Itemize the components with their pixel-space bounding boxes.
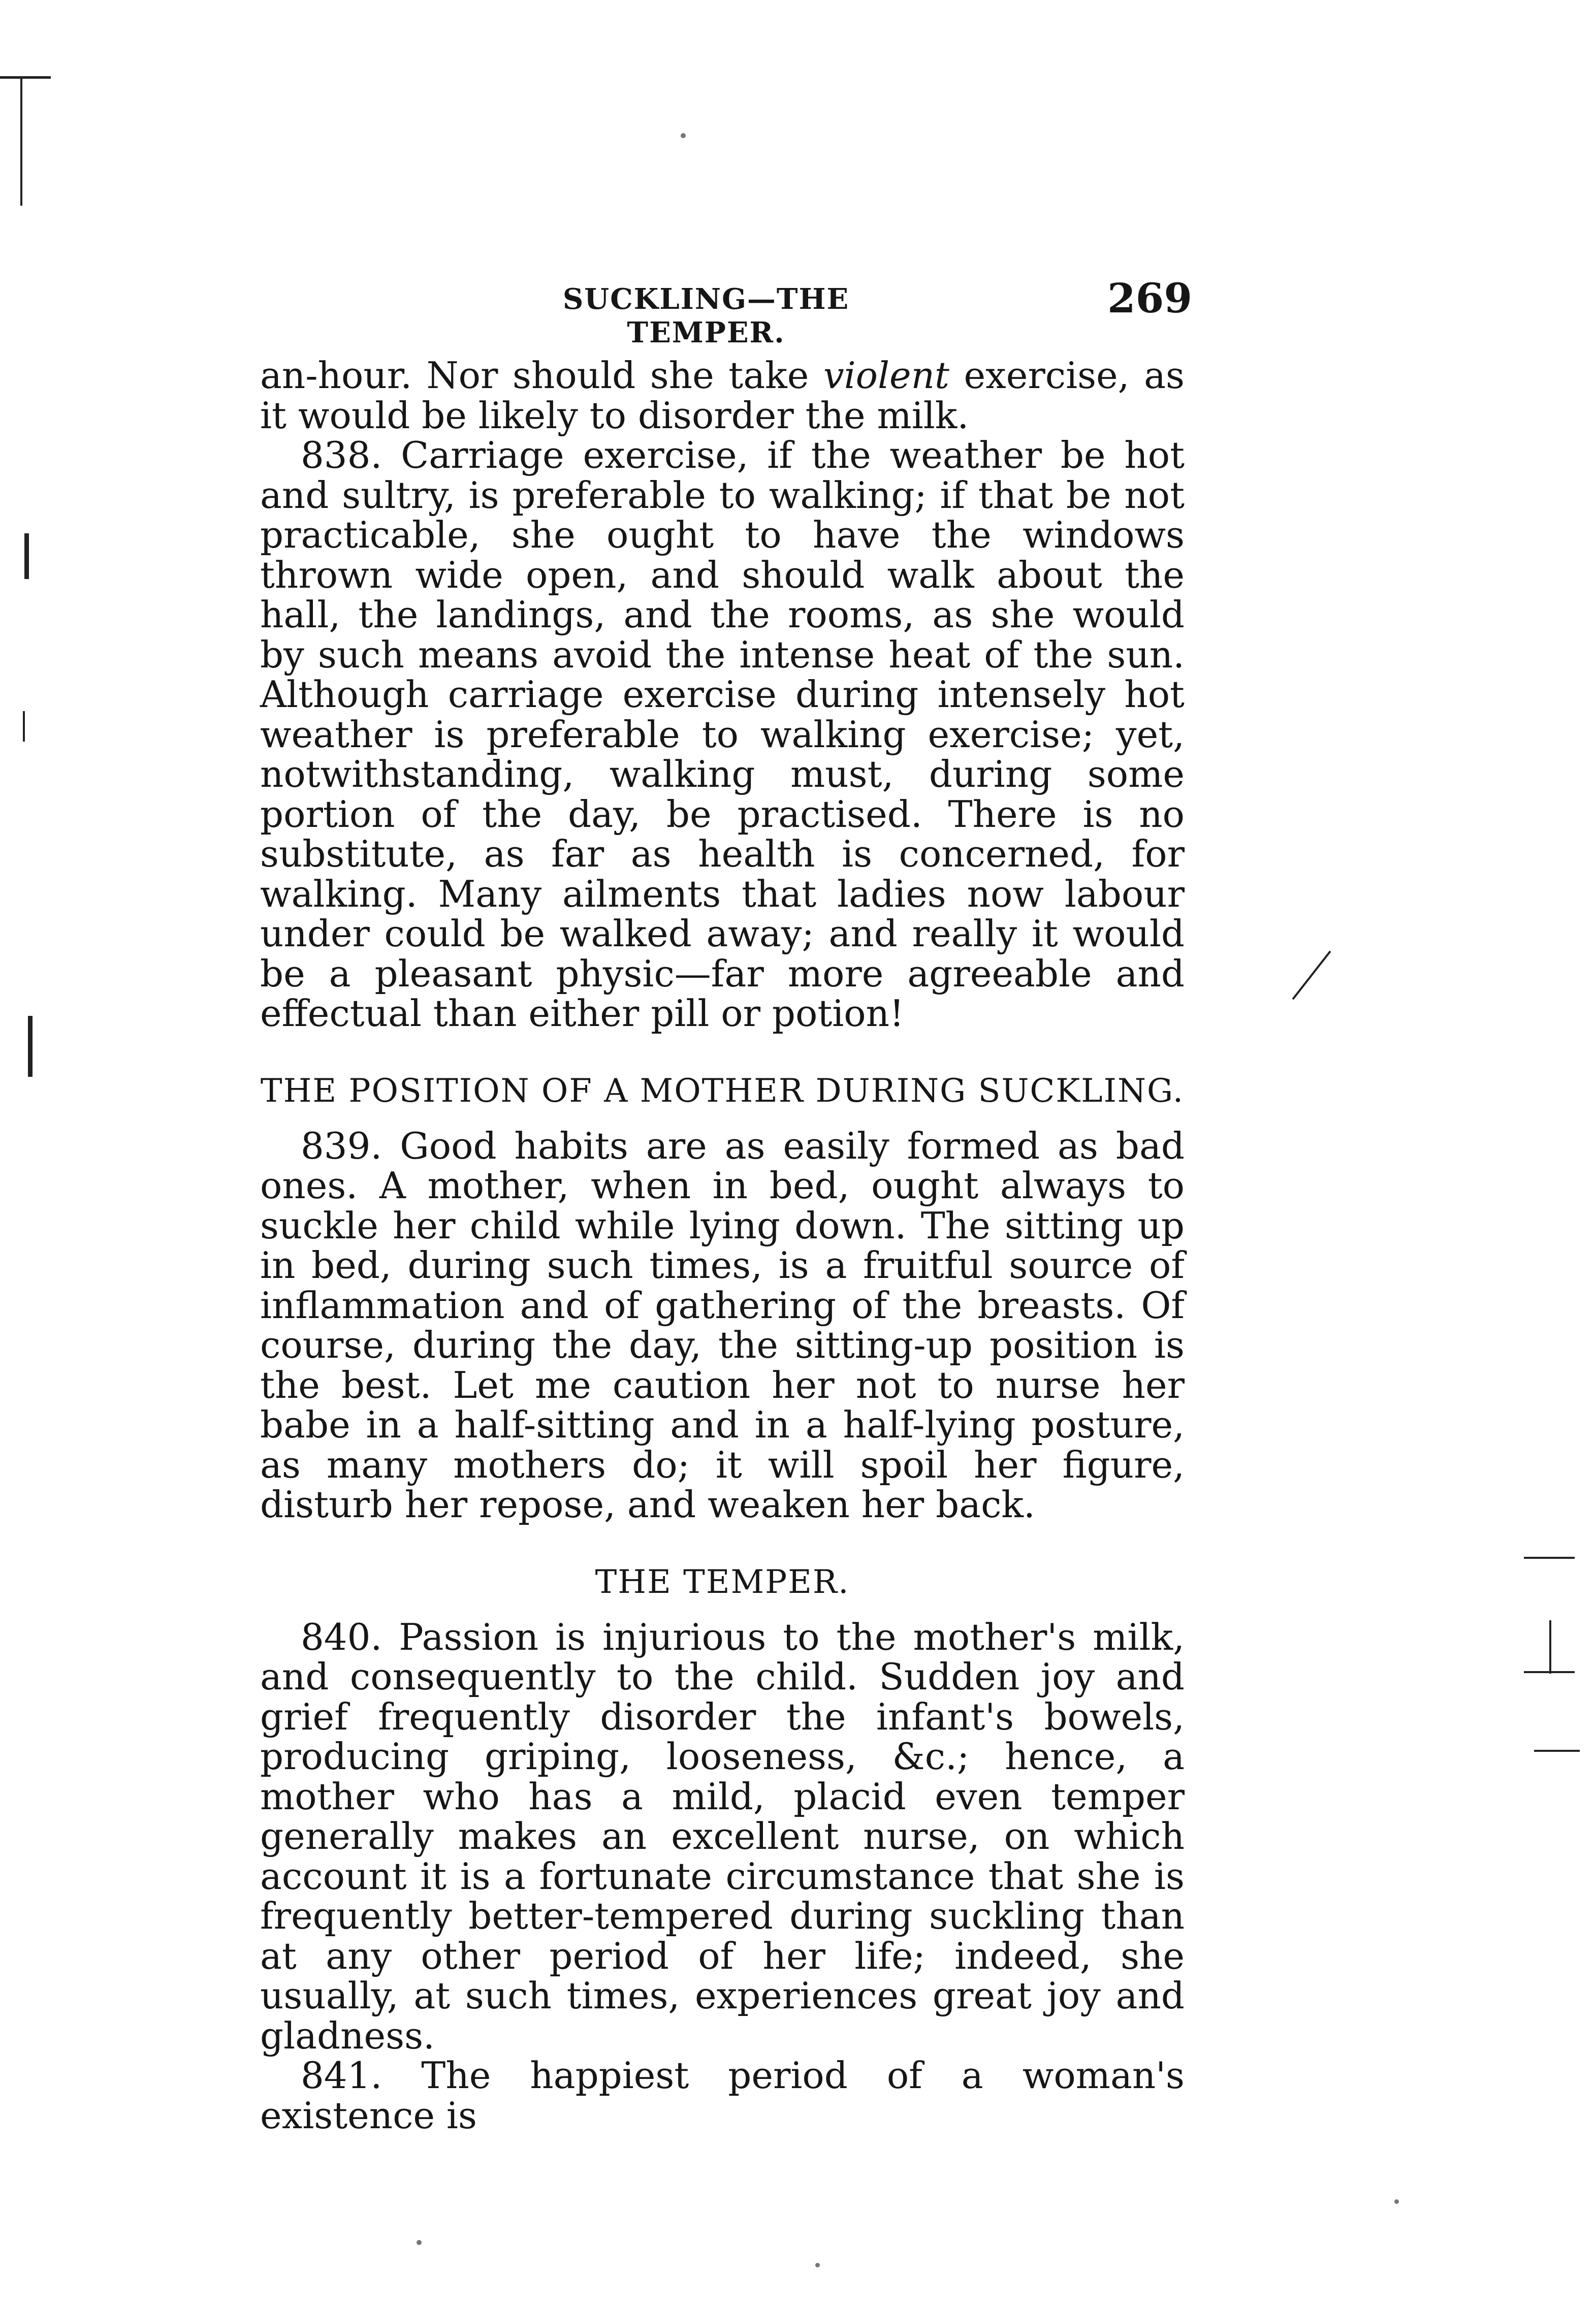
page-number: 269 — [1107, 274, 1192, 322]
speck — [681, 133, 686, 138]
emphasis-violent: violent — [823, 354, 949, 397]
speck — [1394, 2199, 1399, 2204]
right-dash-2 — [1549, 1620, 1551, 1674]
right-dash-3 — [1524, 1671, 1575, 1673]
paragraph-840: 840. Passion is injurious to the mother's milk, and consequently to the child. Sudden joy and grief frequently disorder the infant's bowels, producing griping, looseness, &c.; hence, a mother who has a mild, placid even temper generally makes an excellent nurse, on which account it is a fortunate circumstance that she is frequently better-tempered during suckling than at any other period of her life; indeed, she usually, at such times, experiences great joy and gladness. — [260, 1615, 1185, 2057]
right-dash-1 — [1524, 1557, 1575, 1559]
body-text — [260, 356, 1185, 2135]
paragraph-838: 838. Carriage exercise, if the weather be hot and sultry, is preferable to walking; if that be not practicable, she ought to have the windows thrown wide open, and should walk about the hall, the landings, and the rooms, as she would by such means avoid the intense heat of the sun. Although carriage exercise during intensely hot weather is preferable to walking exercise; yet, notwithstanding, walking must, during some portion of the day, be practised. There is no substitute, as far as health is concerned, for walking. Many ailments that ladies now labour under could be walked away; and really it would be a pleasant physic—far more agreeable and effectual than either pill or potion! — [260, 434, 1185, 1035]
speck — [815, 2263, 820, 2267]
right-pencil-stroke — [1292, 950, 1331, 1000]
right-dash-4 — [1534, 1750, 1580, 1752]
heading-the-temper: THE TEMPER. — [595, 1563, 850, 1601]
speck — [417, 2240, 422, 2245]
margin-rule-top — [0, 76, 51, 79]
margin-dash-3 — [23, 711, 25, 742]
paragraph-841: 841. The happiest period of a woman's existence is — [260, 2054, 1185, 2137]
paragraph-837-continuation: an-hour. Nor should she take violent exercise, as it would be likely to disorder the milk. — [260, 354, 1185, 437]
heading-position-during-suckling: THE POSITION OF A MOTHER DURING SUCKLING. — [260, 1072, 1185, 1110]
paragraph-839: 839. Good habits are as easily formed as bad ones. A mother, when in bed, ought always to suckle her child while lying down. The sitting up in bed, during such times, is a fruitful source of inflammation and of gathering of the breasts. Of course, during the day, the sitting-up position is the best. Let me caution her not to nurse her babe in a half-sitting and in a half-lying posture, as many mothers do; it will spoil her figure, disturb her repose, and weaken her back. — [260, 1124, 1185, 1526]
margin-dash-2 — [28, 1016, 33, 1077]
running-head: SUCKLING—THE TEMPER. — [562, 282, 850, 349]
margin-rule-left — [20, 79, 22, 206]
margin-dash-1 — [24, 533, 29, 579]
